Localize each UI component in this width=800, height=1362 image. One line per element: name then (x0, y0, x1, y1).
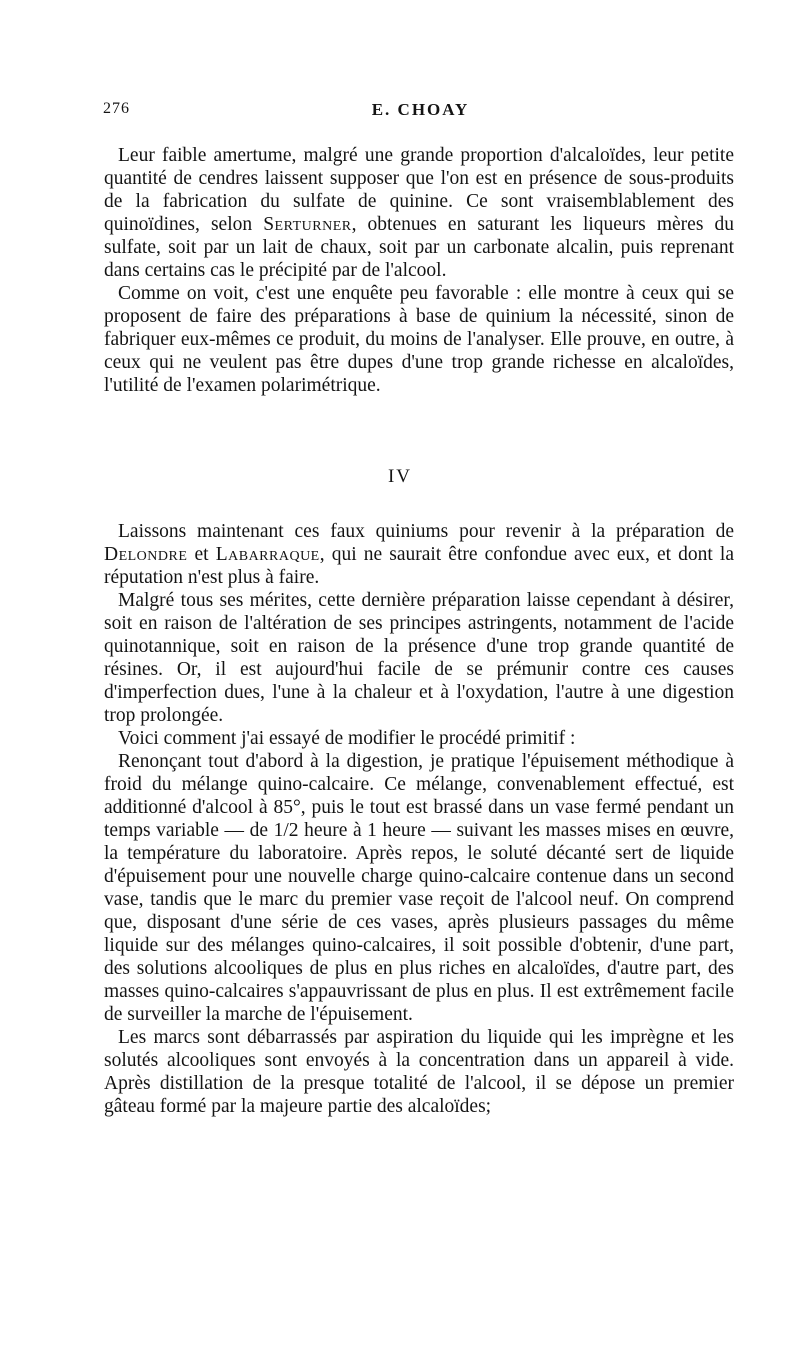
paragraph: Malgré tous ses mérites, cette dernière préparation laisse cependant à désirer, soit en raison de l'altération de ses principes astringents, notamment de l'acide quinotannique, soit en raison de la présence d'une trop grande quantité de résines. Or, il est aujourd'hui facile de se prémunir contre ces causes d'imperfection dues, l'une à la chaleur et à l'oxydation, l'autre à une digestion trop prolongée. (104, 590, 734, 726)
paragraph-text: , obtenues en saturant les liqueurs mères du sulfate, soit par un lait de chaux, soit par un carbonate alcalin, puis reprenant dans certains cas le précipité par de l'alcool. (104, 214, 734, 281)
paragraph: Renonçant tout d'abord à la digestion, je pratique l'épuisement méthodique à froid du mélange quino-calcaire. Ce mélange, convenablement effectué, est additionné d'alcool à 85°, puis le tout est brassé dans un vase fermé pendant un temps variable — de 1/2 heure à 1 heure — suivant les masses mises en œuvre, la température du laboratoire. Après repos, le soluté décanté sert de liquide d'épuisement pour une nouvelle charge quino-calcaire contenue dans un second vase, tandis que le marc du premier vase reçoit de l'alcool neuf. On comprend que, disposant d'une série de ces vases, après plusieurs passages du même liquide sur des mélanges quino-calcaires, il soit possible d'obtenir, d'une part, des solutions alcooliques de plus en plus riches en alcaloïdes, d'autre part, des masses quino-calcaires s'appauvrissant de plus en plus. Il est extrêmement facile de surveiller la marche de l'épuisement. (104, 751, 734, 1025)
text-block-section-iv (104, 520, 734, 1118)
paragraph (104, 520, 734, 589)
page-number: 276 (103, 100, 130, 117)
paragraph (104, 144, 734, 282)
paragraph: Voici comment j'ai essayé de modifier le procédé primitif : (118, 728, 576, 749)
author-name: Labarraque (215, 544, 320, 565)
paragraph-text: Leur faible amertume, malgré une grande proportion d'alcaloïdes, leur petite quantité de cendres laissent supposer que l'on est en présence de sous-produits de la fabrication du sulfate de quinine. Ce sont vraisemblablement des quinoïdines, selon (104, 145, 734, 235)
author-name: Serturner (263, 214, 352, 235)
text-block-before-section (104, 144, 734, 397)
paragraph-text: et (187, 544, 216, 565)
running-head (103, 100, 738, 124)
paragraph: Les marcs sont débarrassés par aspiration du liquide qui les imprègne et les solutés alcooliques sont envoyés à la concentration dans un appareil à vide. Après distillation de la presque totalité de l'alcool, il se dépose un premier gâteau formé par la majeure partie des alcaloïdes; (104, 1027, 734, 1117)
running-title: E. CHOAY (371, 100, 470, 119)
author-name: Delondre (104, 544, 188, 565)
paragraph-text: , qui ne saurait être confondue avec eux, et dont la réputation n'est plus à faire. (104, 544, 734, 588)
section-heading: IV (387, 466, 413, 487)
paragraph: Comme on voit, c'est une enquête peu favorable : elle montre à ceux qui se proposent de faire des préparations à base de quinium la nécessité, sinon de fabriquer eux-mêmes ce produit, du moins de l'analyser. Elle prouve, en outre, à ceux qui ne veulent pas être dupes d'une trop grande richesse en alcaloïdes, l'utilité de l'examen polarimétrique. (104, 283, 734, 396)
paragraph-text: Laissons maintenant ces faux quiniums pour revenir à la préparation de (118, 521, 734, 542)
